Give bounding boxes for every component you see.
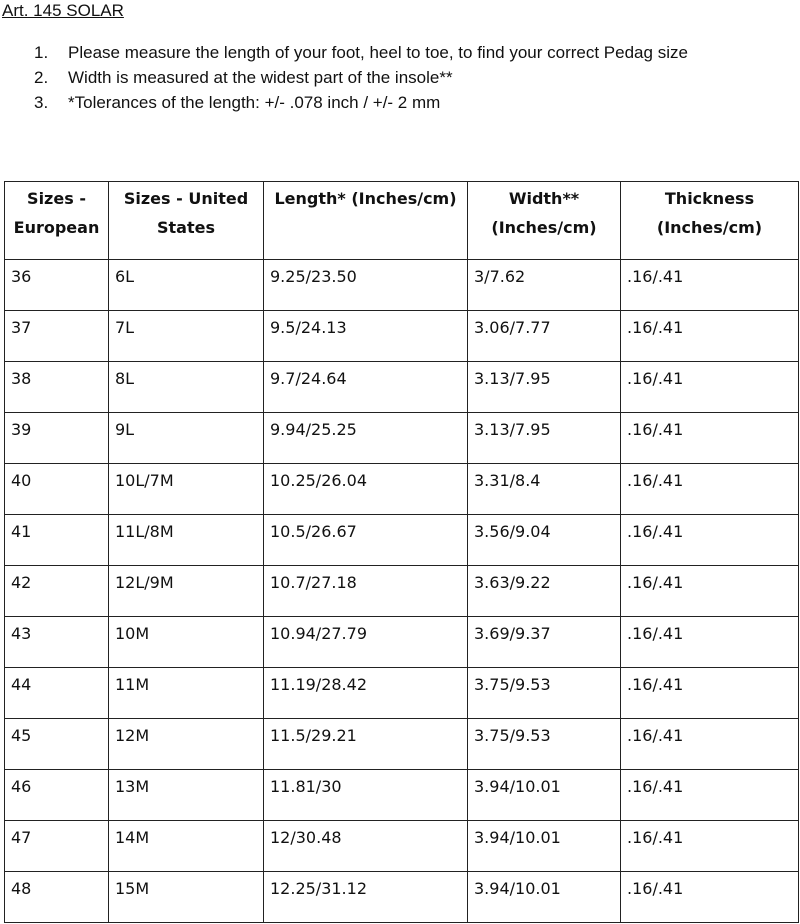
cell-size-european: 43 — [5, 617, 109, 668]
table-row — [5, 872, 799, 923]
cell-size-european: 36 — [5, 260, 109, 311]
cell-size-us: 12M — [109, 719, 264, 770]
document-title: Art. 145 SOLAR — [2, 1, 124, 20]
cell-thickness: .16/.41 — [621, 770, 799, 821]
instruction-number: 2. — [34, 68, 49, 87]
cell-length: 9.5/24.13 — [264, 311, 468, 362]
cell-width: 3.63/9.22 — [468, 566, 621, 617]
cell-size-us: 9L — [109, 413, 264, 464]
cell-thickness: .16/.41 — [621, 719, 799, 770]
cell-size-european: 38 — [5, 362, 109, 413]
cell-size-european: 48 — [5, 872, 109, 923]
header-sizes-us: Sizes - United States — [109, 182, 264, 260]
cell-width: 3.94/10.01 — [468, 872, 621, 923]
cell-length: 11.81/30 — [264, 770, 468, 821]
cell-size-european: 37 — [5, 311, 109, 362]
cell-length: 11.19/28.42 — [264, 668, 468, 719]
cell-size-european: 45 — [5, 719, 109, 770]
cell-size-us: 13M — [109, 770, 264, 821]
cell-thickness: .16/.41 — [621, 464, 799, 515]
cell-length: 12/30.48 — [264, 821, 468, 872]
cell-length: 9.94/25.25 — [264, 413, 468, 464]
table-row — [5, 362, 799, 413]
cell-size-us: 15M — [109, 872, 264, 923]
cell-length: 10.25/26.04 — [264, 464, 468, 515]
cell-width: 3.06/7.77 — [468, 311, 621, 362]
cell-size-us: 14M — [109, 821, 264, 872]
table-row — [5, 413, 799, 464]
cell-width: 3.75/9.53 — [468, 668, 621, 719]
cell-width: 3.56/9.04 — [468, 515, 621, 566]
cell-size-european: 39 — [5, 413, 109, 464]
table-row — [5, 770, 799, 821]
cell-thickness: .16/.41 — [621, 872, 799, 923]
cell-size-european: 40 — [5, 464, 109, 515]
cell-size-european: 46 — [5, 770, 109, 821]
cell-size-us: 10L/7M — [109, 464, 264, 515]
cell-width: 3.13/7.95 — [468, 362, 621, 413]
cell-size-european: 44 — [5, 668, 109, 719]
instruction-item — [34, 90, 688, 115]
cell-width: 3.94/10.01 — [468, 821, 621, 872]
cell-thickness: .16/.41 — [621, 311, 799, 362]
table-row — [5, 515, 799, 566]
cell-thickness: .16/.41 — [621, 260, 799, 311]
cell-size-us: 8L — [109, 362, 264, 413]
cell-width: 3.13/7.95 — [468, 413, 621, 464]
cell-size-us: 7L — [109, 311, 264, 362]
cell-length: 12.25/31.12 — [264, 872, 468, 923]
cell-width: 3.75/9.53 — [468, 719, 621, 770]
cell-size-us: 12L/9M — [109, 566, 264, 617]
header-width: Width** (Inches/cm) — [468, 182, 621, 260]
instruction-text: Width is measured at the widest part of the insole** — [68, 68, 453, 87]
cell-width: 3.94/10.01 — [468, 770, 621, 821]
cell-thickness: .16/.41 — [621, 362, 799, 413]
header-length: Length* (Inches/cm) — [264, 182, 468, 260]
size-table — [4, 181, 799, 923]
table-row — [5, 311, 799, 362]
cell-size-european: 47 — [5, 821, 109, 872]
cell-length: 9.7/24.64 — [264, 362, 468, 413]
cell-size-us: 6L — [109, 260, 264, 311]
table-body — [5, 260, 799, 923]
cell-size-us: 10M — [109, 617, 264, 668]
cell-length: 10.5/26.67 — [264, 515, 468, 566]
cell-thickness: .16/.41 — [621, 515, 799, 566]
cell-thickness: .16/.41 — [621, 668, 799, 719]
cell-thickness: .16/.41 — [621, 566, 799, 617]
table-row — [5, 260, 799, 311]
cell-size-european: 41 — [5, 515, 109, 566]
cell-thickness: .16/.41 — [621, 821, 799, 872]
instruction-list — [34, 40, 688, 115]
table-header-row — [5, 182, 799, 260]
cell-size-us: 11L/8M — [109, 515, 264, 566]
cell-length: 9.25/23.50 — [264, 260, 468, 311]
instruction-text: *Tolerances of the length: +/- .078 inch / +/- 2 mm — [68, 93, 441, 112]
cell-size-us: 11M — [109, 668, 264, 719]
header-sizes-european: Sizes - European — [5, 182, 109, 260]
instruction-item — [34, 40, 688, 65]
cell-size-european: 42 — [5, 566, 109, 617]
instruction-number: 3. — [34, 93, 49, 112]
cell-width: 3.31/8.4 — [468, 464, 621, 515]
table-row — [5, 821, 799, 872]
table-row — [5, 617, 799, 668]
cell-thickness: .16/.41 — [621, 617, 799, 668]
cell-thickness: .16/.41 — [621, 413, 799, 464]
header-thickness: Thickness (Inches/cm) — [621, 182, 799, 260]
cell-width: 3.69/9.37 — [468, 617, 621, 668]
cell-width: 3/7.62 — [468, 260, 621, 311]
cell-length: 10.7/27.18 — [264, 566, 468, 617]
table-row — [5, 464, 799, 515]
table-row — [5, 719, 799, 770]
table-row — [5, 566, 799, 617]
cell-length: 11.5/29.21 — [264, 719, 468, 770]
instruction-text: Please measure the length of your foot, heel to toe, to find your correct Pedag size — [68, 43, 688, 62]
instruction-number: 1. — [34, 43, 49, 62]
table-row — [5, 668, 799, 719]
cell-length: 10.94/27.79 — [264, 617, 468, 668]
instruction-item — [34, 65, 688, 90]
